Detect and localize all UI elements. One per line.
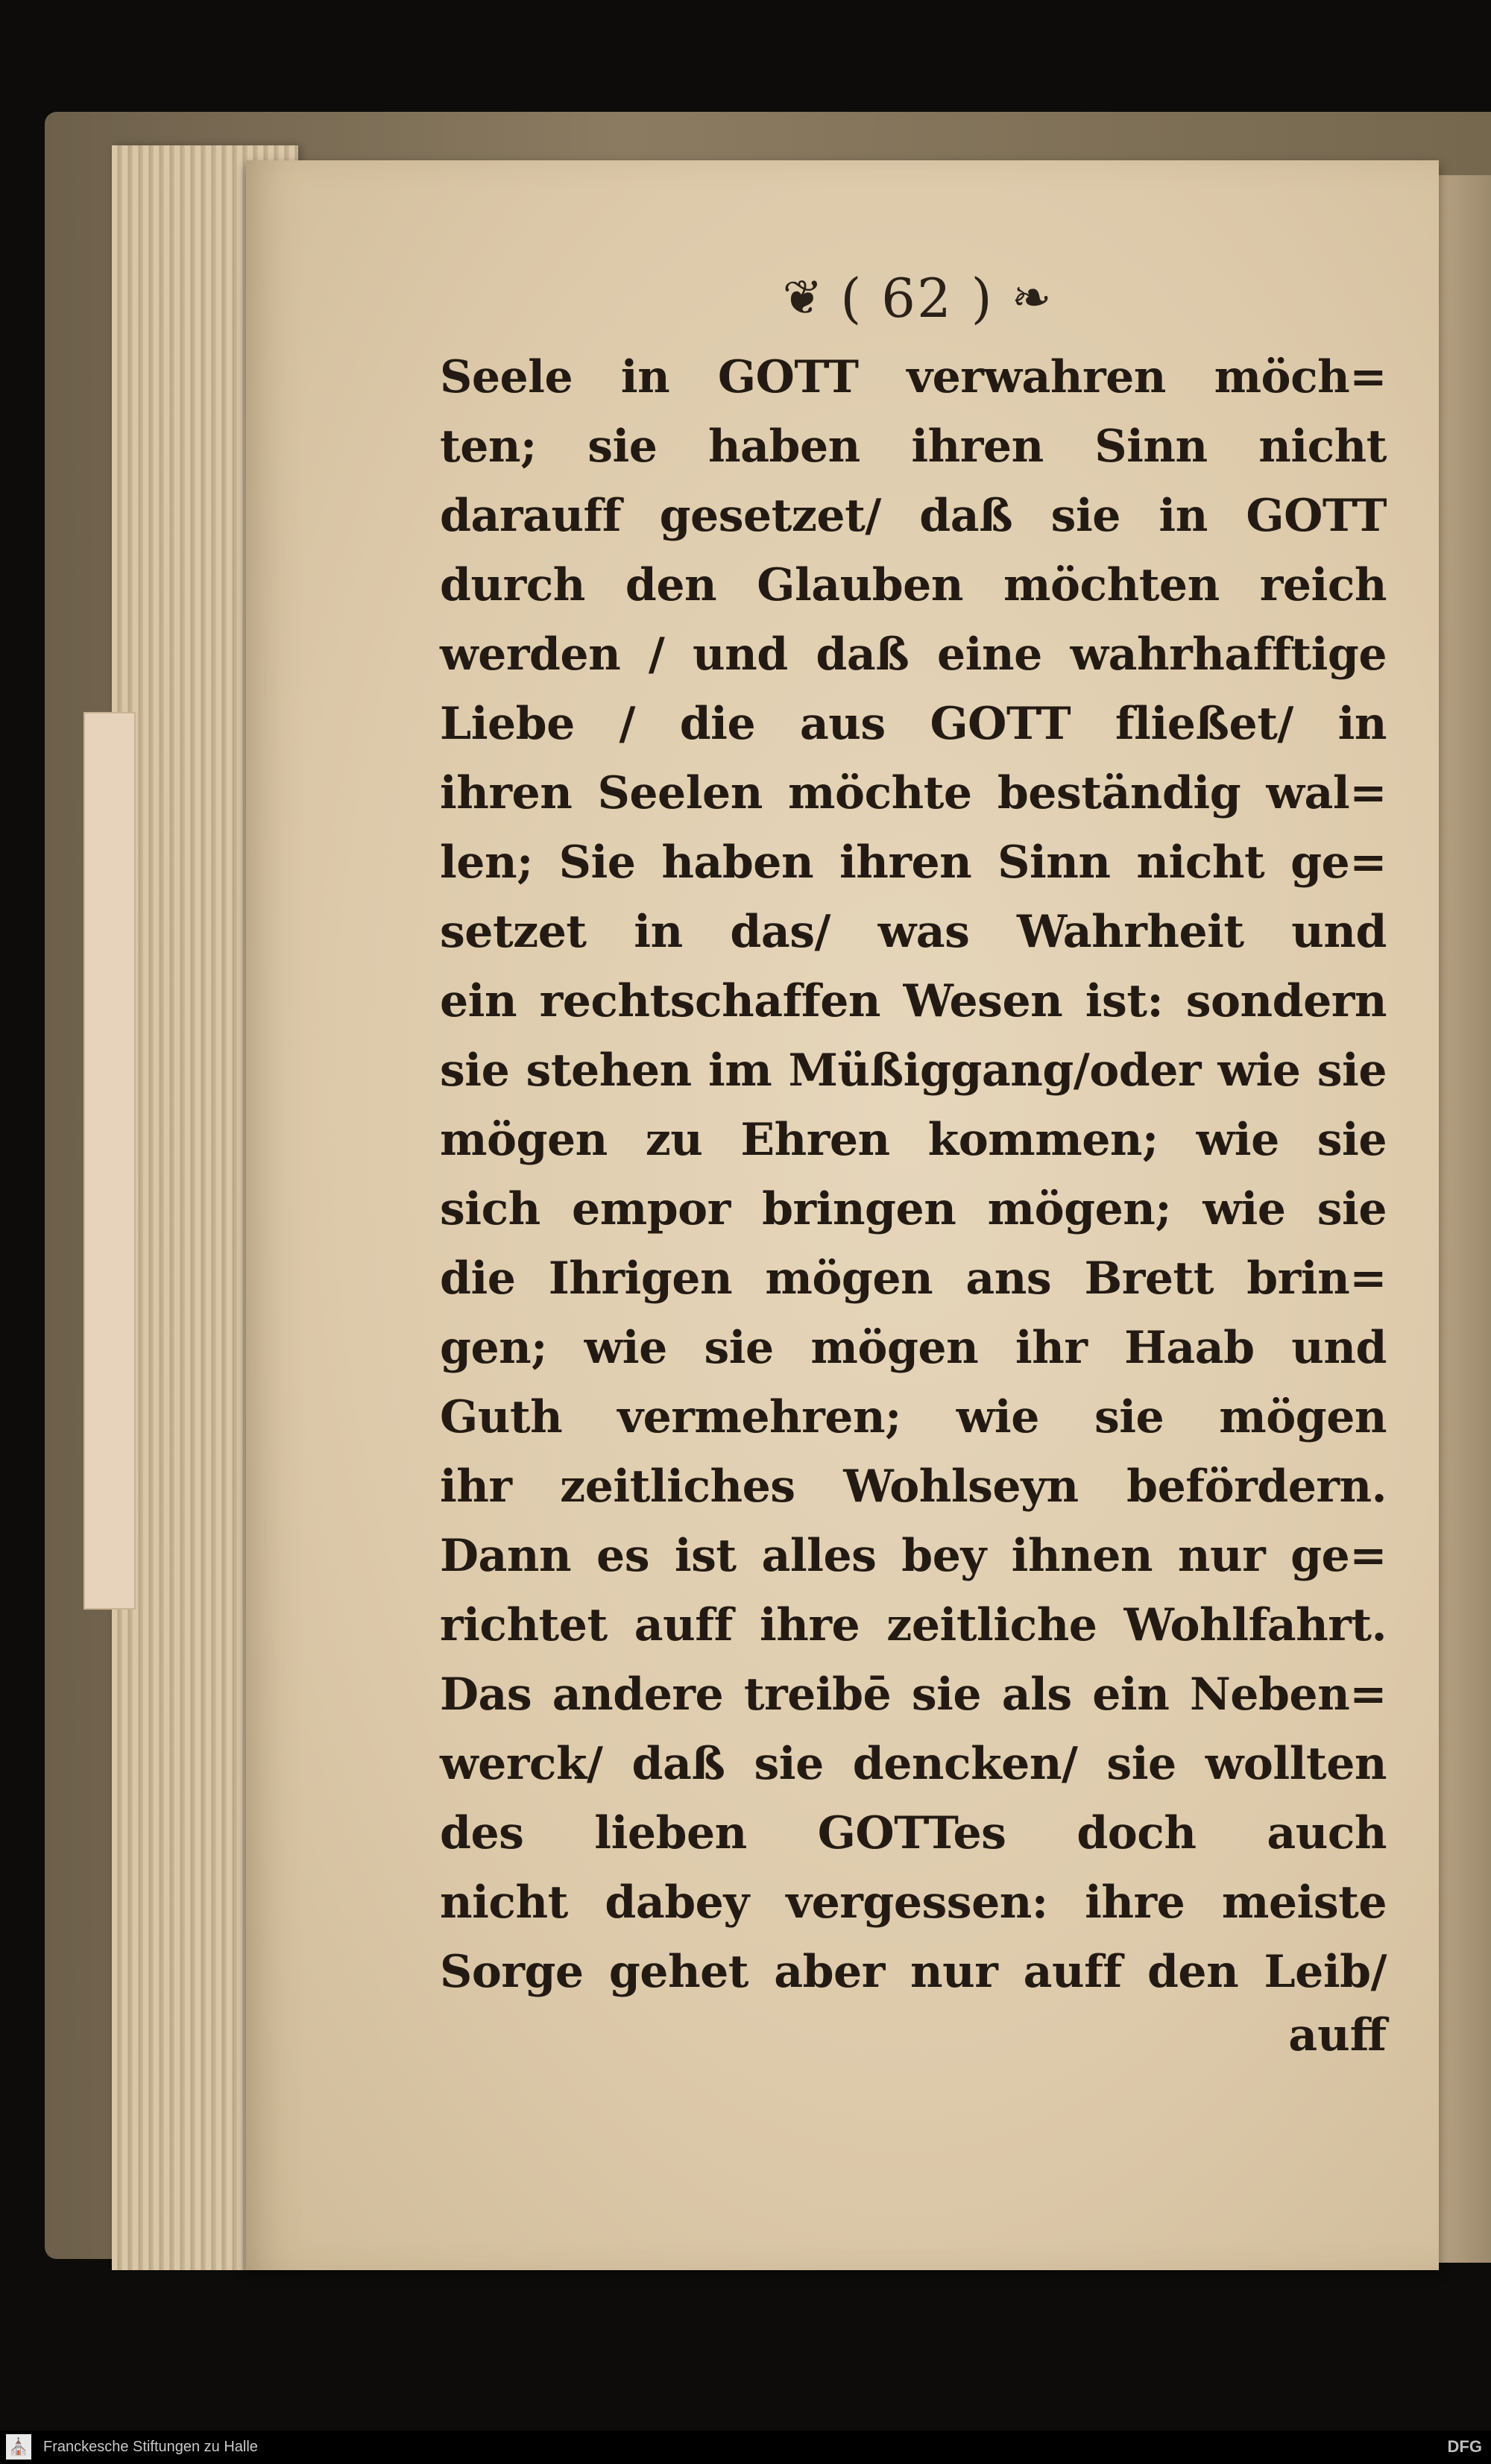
- text-line: gen; wie sie mögen ihr Haab und: [440, 1322, 1387, 1374]
- text-line: nicht dabey vergessen: ihre meiste: [440, 1877, 1387, 1929]
- text-line: Liebe / die aus GOTT fließet/ in: [440, 698, 1387, 750]
- text-line: ein rechtschaffen Wesen ist: sondern: [440, 975, 1387, 1027]
- institution-logo-icon: ⛪: [6, 2434, 31, 2460]
- footer-credit: Franckesche Stiftungen zu Halle: [43, 2439, 258, 2455]
- ornament-left-icon: ❦: [782, 271, 823, 326]
- text-line: setzet in das/ was Wahrheit und: [440, 906, 1387, 958]
- text-line: werden / und daß eine wahrhafftige: [440, 628, 1387, 681]
- text-line: sich empor bringen mögen; wie sie: [440, 1183, 1387, 1235]
- text-line: mögen zu Ehren kommen; wie sie: [440, 1114, 1387, 1166]
- facing-page-edge: [1439, 175, 1491, 2263]
- page-header: [716, 257, 1118, 339]
- text-line: Das andere treibē sie als ein Neben=: [440, 1669, 1387, 1721]
- text-line: ten; sie haben ihren Sinn nicht: [440, 420, 1387, 473]
- text-line: ihr zeitliches Wohlseyn befördern.: [440, 1461, 1387, 1513]
- text-line: durch den Glauben möchten reich: [440, 559, 1387, 611]
- ornament-right-icon: ❧: [1011, 271, 1052, 326]
- bookmark-strip: [83, 712, 136, 1610]
- page-number: ( 62 ): [840, 267, 994, 330]
- text-line: richtet auff ihre zeitliche Wohlfahrt.: [440, 1599, 1387, 1651]
- catchword: auff: [1288, 2009, 1387, 2061]
- text-line: ihren Seelen möchte beständig wal=: [440, 767, 1387, 819]
- text-line: des lieben GOTTes doch auch: [440, 1807, 1387, 1859]
- body-text: [440, 343, 1387, 2007]
- text-line: Sorge gehet aber nur auff den Leib/: [440, 1946, 1387, 1998]
- text-line: werck/ daß sie dencken/ sie wollten: [440, 1738, 1387, 1790]
- text-line: darauff gesetzet/ daß sie in GOTT: [440, 490, 1387, 542]
- funder-logo: DFG: [1447, 2437, 1482, 2456]
- text-line: Dann es ist alles bey ihnen nur ge=: [440, 1530, 1387, 1582]
- viewer-footer: [0, 2430, 1491, 2464]
- text-line: Seele in GOTT verwahren möch=: [440, 351, 1387, 403]
- text-line: Guth vermehren; wie sie mögen: [440, 1391, 1387, 1443]
- text-line: len; Sie haben ihren Sinn nicht ge=: [440, 836, 1387, 889]
- text-line: die Ihrigen mögen ans Brett brin=: [440, 1253, 1387, 1305]
- text-line: sie stehen im Müßiggang/oder wie sie: [440, 1044, 1387, 1097]
